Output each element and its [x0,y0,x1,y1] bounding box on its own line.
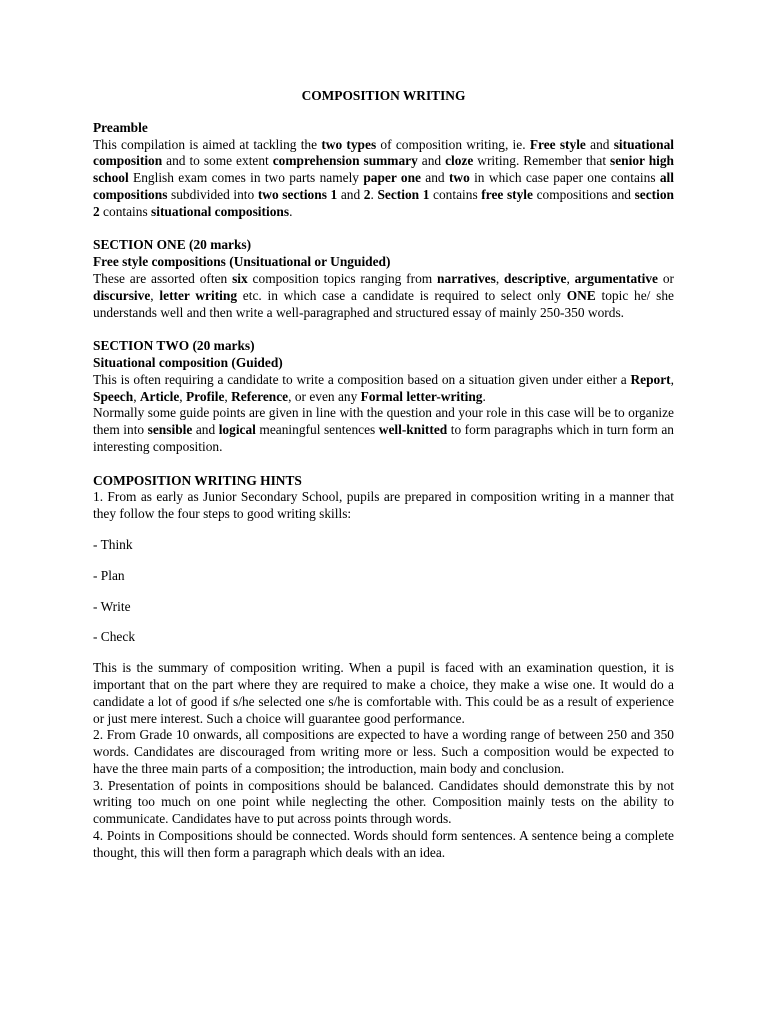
section-two-heading: SECTION TWO (20 marks) [93,338,255,354]
step-write: - Write [93,598,131,614]
hints-summary-paragraph: This is the summary of composition writing. When a pupil is faced with an examination question, it is important that on the part where they are required to make a choice, they make a wise one. It would do a candidate a lot of good if s/he selected one s/he is comfortable with. This could be as a result of experience or just mere interest. Such a choice will guarantee good performance. [93,660,674,726]
step-plan: - Plan [93,567,125,583]
hints-paragraph-2: 2. From Grade 10 onwards, all compositions are expected to have a wording range of between 250 and 350 words. Candidates are discouraged from writing more or less. Such a composition would be expected to have the three main parts of a composition; the introduction, main body and conclusion. [93,727,674,776]
section-one-paragraph: These are assorted often six composition topics ranging from narratives, descriptive, argumentative or discursive, letter writing etc. in which case a candidate is required to select only ONE topic he/ she understands well and then write a well-paragraphed and structured essay of mainly 250-350 words. [93,270,674,320]
step-check: - Check [93,629,136,645]
section-one-heading: SECTION ONE (20 marks) [93,237,252,253]
section-one-subheading: Free style compositions (Unsituational or Unguided) [93,254,391,270]
step-think: - Think [93,536,133,552]
hints-paragraph-1: 1. From as early as Junior Secondary School, pupils are prepared in composition writing in a manner that they follow the four steps to good writing skills: [93,489,674,522]
document-title: COMPOSITION WRITING [301,88,466,103]
section-two-paragraph-2: Normally some guide points are given in line with the question and your role in this case will be to organize them into sensible and logical meaningful sentences well-knitted to form paragraphs which in turn form an interesting composition. [93,405,674,454]
hints-paragraph-3: 3. Presentation of points in compositions should be balanced. Candidates should demonstrate this by not writing too much on one point while neglecting the other. Composition mainly tests on the ability to communicate. Candidates have to put across points through words. [93,777,674,827]
hints-heading: COMPOSITION WRITING HINTS [93,472,302,488]
preamble-heading: Preamble [93,119,148,135]
preamble-paragraph: This compilation is aimed at tackling the two types of composition writing, ie. Free style and situational composition and to some extent comprehension summary and cloze writing. Remember that senior high school English exam comes in two parts namely paper one and two in which case paper one contains all compositions subdivided into two sections 1 and 2. Section 1 contains free style compositions and section 2 contains situational compositions. [93,136,675,219]
section-two-paragraph-1: This is often requiring a candidate to write a composition based on a situation given under either a Report, Speech, Article, Profile, Reference, or even any Formal letter-writing. [93,371,674,404]
hints-paragraph-4: 4. Points in Compositions should be connected. Words should form sentences. A sentence being a complete thought, this will then form a paragraph which deals with an idea. [93,828,674,860]
section-two-subheading: Situational composition (Guided) [93,354,283,370]
